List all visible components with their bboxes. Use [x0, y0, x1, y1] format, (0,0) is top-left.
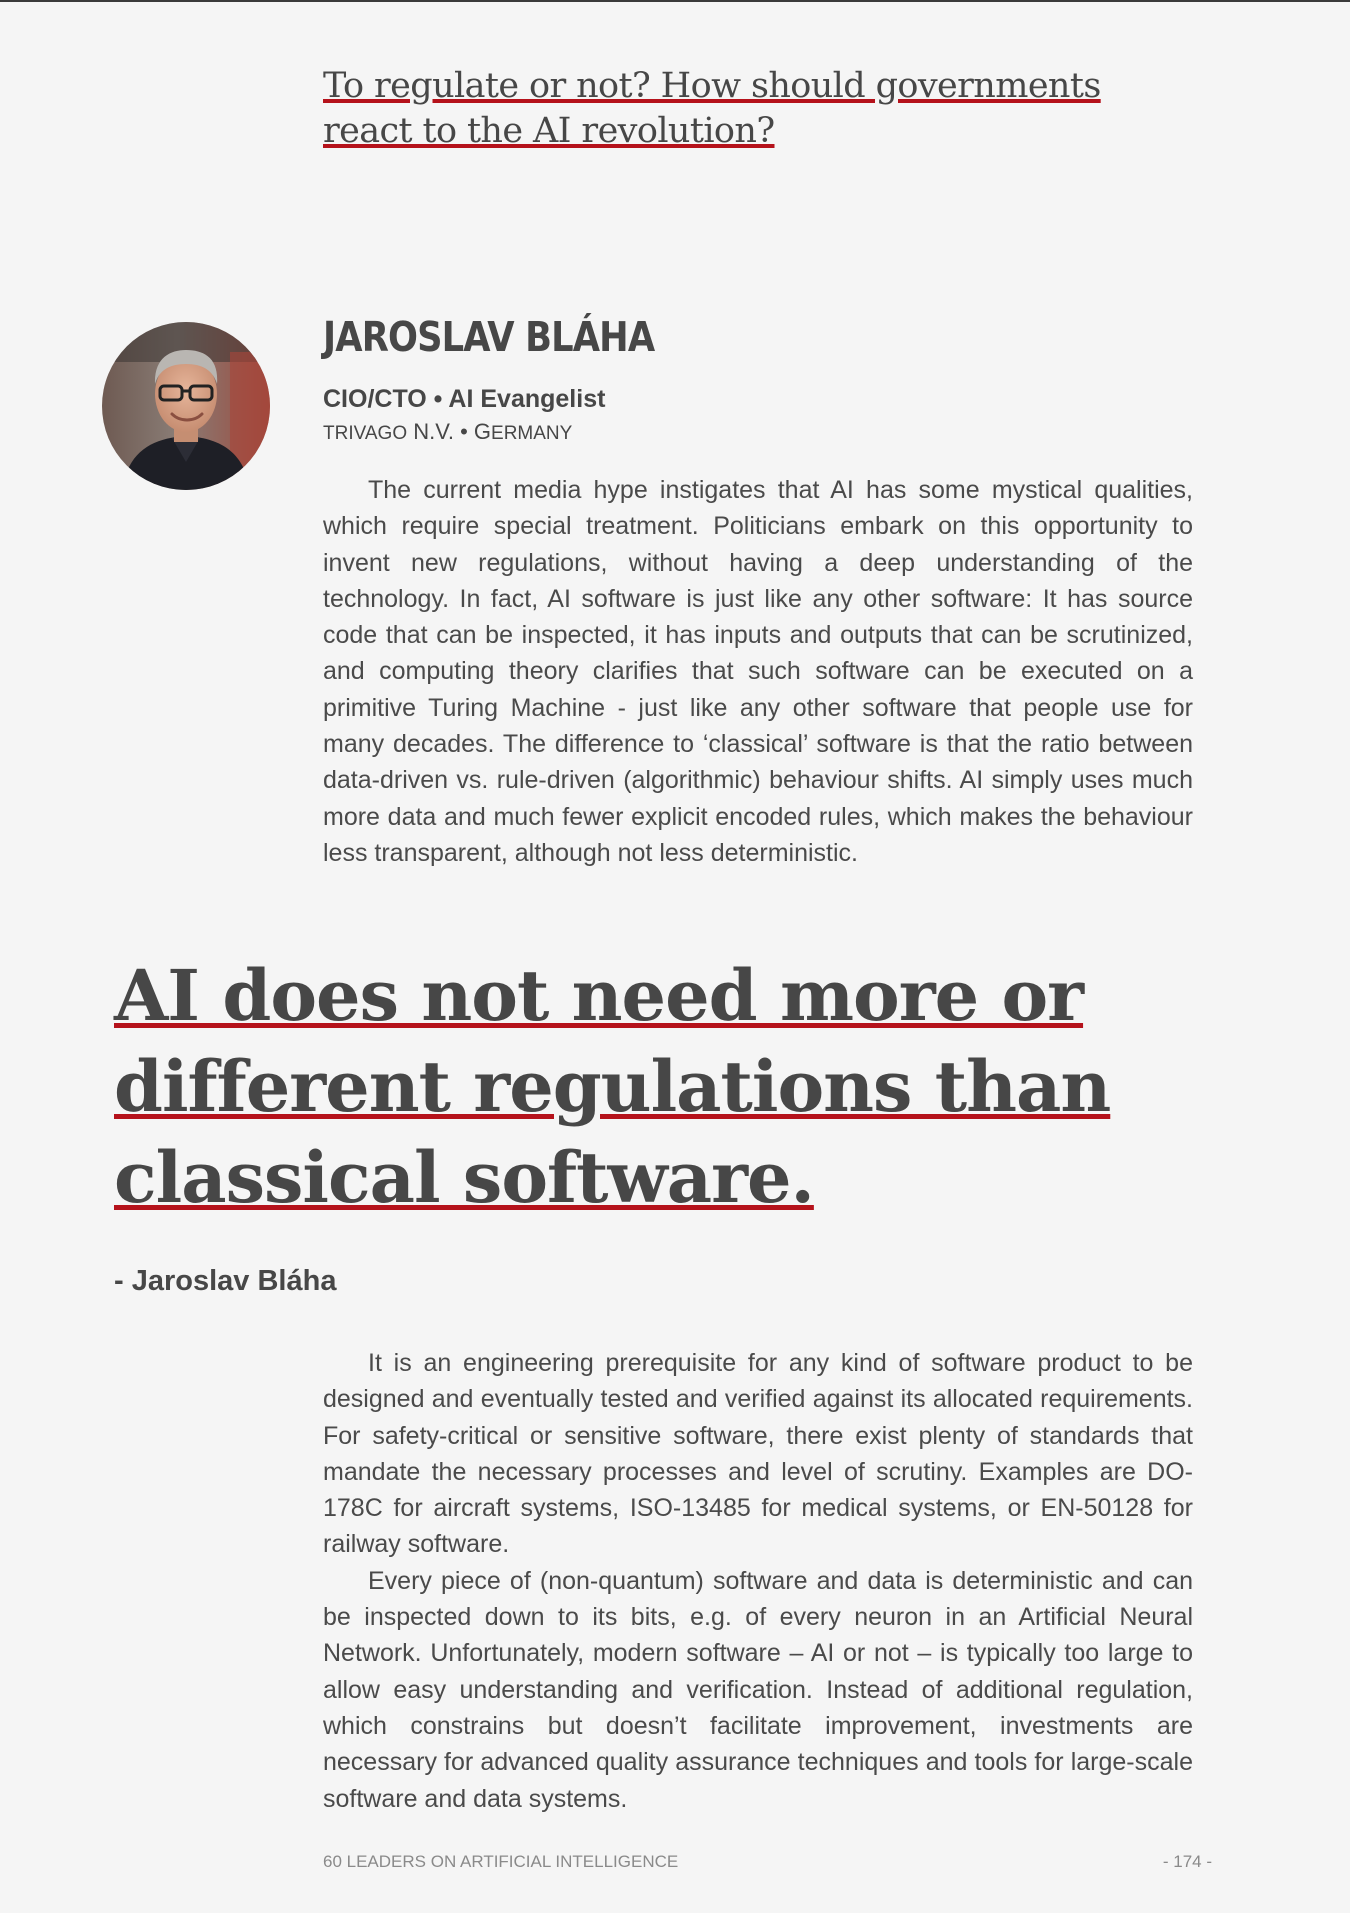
- pull-quote: [114, 950, 1214, 1223]
- top-rule: [0, 0, 1350, 2]
- bio-paragraph: The current media hype instigates that AI has some mystical qualities, which require special treatment. Politicians embark on this opportunity to invent new regulations, without having a deep understanding of the technology. In fact, AI software is just like any other software: It has source code that can be inspected, it has inputs and outputs that can be scrutinized, and computing theory clarifies that such software can be executed on a primitive Turing Machine - just like any other software that people use for many decades. The difference to ‘classical’ software is that the ratio between data-driven vs. rule-driven (algorithmic) behaviour shifts. AI simply uses much more data and much fewer explicit encoded rules, which makes the behaviour less transparent, although not less deterministic.: [323, 476, 1193, 867]
- section-title: [323, 64, 1193, 154]
- section-title-text: To regulate or not? How should governments react to the AI revolution?: [323, 66, 1101, 151]
- footer-book-title: 60 LEADERS ON ARTIFICIAL INTELLIGENCE: [323, 1852, 679, 1871]
- quote-attribution: - Jaroslav Bláha: [114, 1265, 337, 1297]
- author-portrait-photo: [102, 322, 270, 490]
- author-name: JAROSLAV BLÁHA: [323, 313, 655, 361]
- essay-body: [323, 1345, 1193, 1817]
- essay-paragraph: Every piece of (non-quantum) software and data is deterministic and can be inspected down to its bits, e.g. of every neuron in an Artificial Neural Network. Unfortunately, modern software – AI or not – is typically too large to allow easy understanding and verification. Instead of additional regulation, which constrains but doesn’t facilitate improvement, investments are necessary for advanced quality assurance techniques and tools for large-scale software and data systems.: [323, 1566, 1193, 1813]
- author-avatar: [102, 322, 270, 490]
- essay-paragraph: It is an engineering prerequisite for any kind of software product to be designed and eventually tested and verified against its allocated requirements. For safety-critical or sensitive software, there exist plenty of standards that mandate the necessary processes and level of scrutiny. Examples are DO-178C for aircraft systems, ISO-13485 for medical systems, or EN-50128 for railway software.: [323, 1349, 1193, 1559]
- author-organization: [323, 418, 572, 448]
- pull-quote-text: AI does not need more or different regulations than classical software.: [114, 954, 1111, 1219]
- author-company-suffix: N.V. • G: [407, 419, 492, 444]
- author-company-name: TRIVAGO: [323, 423, 408, 444]
- author-country: ERMANY: [491, 423, 573, 444]
- author-role: CIO/CTO • AI Evangelist: [323, 385, 606, 413]
- footer-page-number: - 174 -: [1162, 1852, 1212, 1871]
- author-bio: [323, 472, 1193, 871]
